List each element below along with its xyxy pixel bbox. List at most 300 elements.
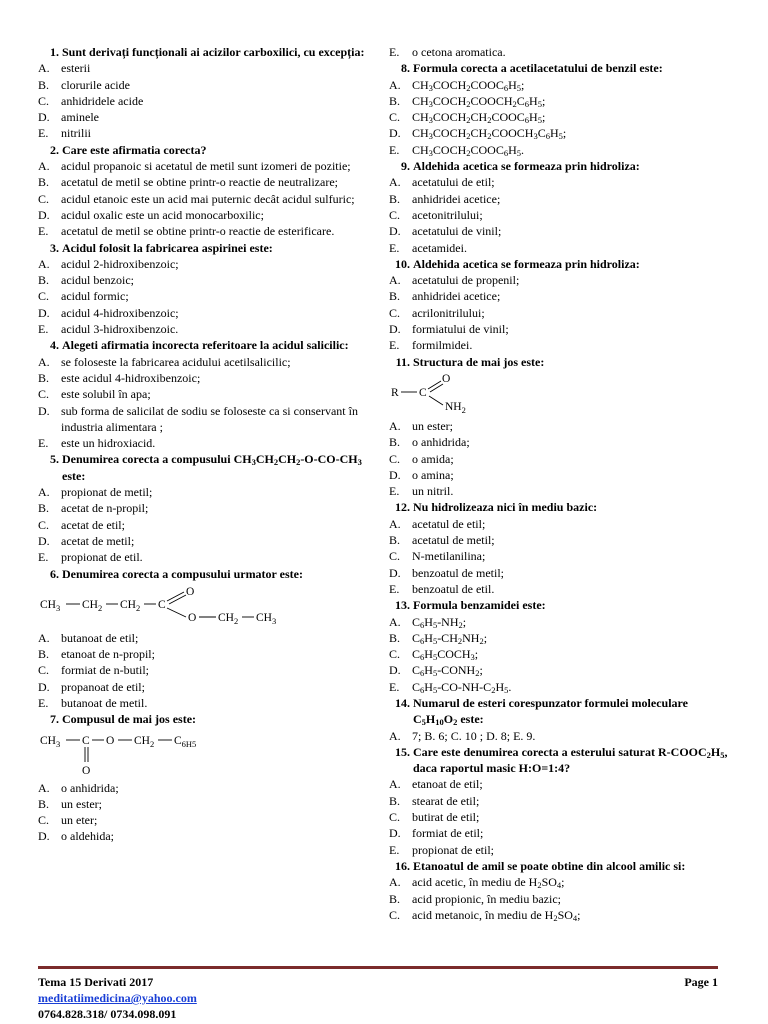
answer-option — [389, 630, 729, 646]
option-text: aminele — [61, 110, 99, 125]
option-text: o anhidrida; — [412, 435, 470, 450]
option-text: acidul 4-hidroxibenzoic; — [61, 305, 179, 320]
answer-option — [38, 435, 368, 451]
bond — [167, 592, 184, 601]
answer-option — [389, 174, 729, 190]
question-block — [389, 499, 729, 597]
option-text: acidul benzoic; — [61, 273, 134, 288]
option-text: $C_6H_5-NH_2$; — [412, 614, 467, 630]
question-block — [38, 451, 368, 565]
question-label: Care este denumirea corecta a esterului saturat $R-COOC_2H_5$, daca raportul masic H:O=1:4? — [413, 744, 728, 776]
atom-ch3: $CH_3$ — [40, 598, 61, 613]
option-text: o amina; — [412, 467, 454, 482]
answer-option — [38, 630, 368, 646]
option-letter: C. — [389, 647, 401, 662]
answer-option — [389, 728, 729, 744]
option-letter: B. — [38, 175, 50, 190]
option-text: formilmidei. — [412, 338, 473, 353]
answer-option — [389, 93, 729, 109]
atom-ch2: $CH_2$ — [134, 734, 155, 749]
answer-option — [389, 809, 729, 825]
question-number: 8. — [401, 61, 410, 76]
option-text: acetatul de metil se obtine printr-o reactie de neutralizare; — [61, 175, 338, 190]
answer-option — [389, 77, 729, 93]
page-number: Page 1 — [684, 975, 718, 989]
atom-o: O — [82, 764, 91, 776]
option-text: acetatul de metil; — [412, 533, 495, 548]
option-letter: A. — [38, 159, 50, 174]
option-text: un nitril. — [412, 484, 454, 499]
question-block — [389, 256, 729, 354]
answer-option — [38, 828, 368, 844]
question-number: 6. — [50, 566, 59, 581]
footer-divider — [38, 966, 718, 969]
option-text: acetatului de etil; — [412, 175, 495, 190]
answer-option — [389, 776, 729, 792]
option-letter: B. — [389, 891, 401, 906]
option-text: este acidul 4-hidroxibenzoic; — [61, 370, 201, 385]
question-text — [389, 256, 729, 272]
answer-option — [38, 484, 368, 500]
option-letter: D. — [389, 126, 401, 141]
option-text: acetamidei. — [412, 240, 467, 255]
answer-option — [389, 646, 729, 662]
question-label: Nu hidrolizeaza nici în mediu bazic: — [413, 500, 598, 515]
option-letter: D. — [389, 322, 401, 337]
structure-ester — [38, 730, 368, 776]
question-block — [389, 354, 729, 500]
atom-c: C — [158, 598, 166, 611]
question-block — [38, 44, 368, 142]
option-letter: A. — [389, 875, 401, 890]
answer-option — [389, 44, 729, 60]
option-letter: E. — [38, 322, 49, 337]
option-text: o anhidrida; — [61, 780, 119, 795]
option-text: etanoat de n-propil; — [61, 647, 155, 662]
option-text: acidul oxalic este un acid monocarboxilic; — [61, 207, 264, 222]
option-text: benzoatul de etil. — [412, 581, 495, 596]
option-letter: B. — [389, 533, 401, 548]
question-label: Numarul de esteri corespunzator formulei moleculare $C_5H_{10}O_2$ este: — [413, 695, 688, 728]
question-number: 12. — [395, 500, 410, 515]
footer-title-row — [38, 975, 718, 990]
answer-option — [389, 451, 729, 467]
option-text: formiatului de vinil; — [412, 322, 509, 337]
option-text: formiat de etil; — [412, 826, 484, 841]
structure-butanoate — [38, 584, 368, 626]
option-text: N-metilanilina; — [412, 549, 486, 564]
question-block — [38, 240, 368, 338]
answer-option — [389, 321, 729, 337]
answer-option — [389, 516, 729, 532]
answer-option — [389, 679, 729, 695]
footer-phones: 0764.828.318/ 0734.098.091 — [38, 1007, 177, 1021]
answer-option — [38, 500, 368, 516]
option-letter: D. — [38, 679, 50, 694]
answer-option — [38, 256, 368, 272]
answer-option — [389, 434, 729, 450]
question-block — [389, 695, 729, 744]
option-letter: E. — [389, 679, 400, 694]
option-letter: A. — [389, 614, 401, 629]
answer-option — [38, 662, 368, 678]
question-label: Etanoatul de amil se poate obtine din alcool amilic si: — [413, 858, 686, 873]
bond — [430, 384, 443, 392]
option-text: 7; B. 6; C. 10 ; D. 8; E. 9. — [412, 728, 536, 743]
atom-r: R — [391, 386, 399, 399]
option-letter: E. — [389, 240, 400, 255]
option-letter: C. — [389, 549, 401, 564]
answer-option — [38, 191, 368, 207]
question-number: 5. — [50, 452, 59, 467]
option-text: se foloseste la fabricarea acidului acetilsalicilic; — [61, 354, 291, 369]
answer-option — [38, 695, 368, 711]
answer-option — [38, 207, 368, 223]
answer-option — [389, 191, 729, 207]
option-text: $C_6H_5-CO-NH-C_2H_5$. — [412, 679, 512, 695]
option-text: $C_6H_5-CONH_2$; — [412, 663, 483, 679]
answer-option — [38, 386, 368, 402]
question-block — [38, 566, 368, 712]
option-text: butirat de etil; — [412, 810, 480, 825]
answer-option — [389, 793, 729, 809]
answer-option — [38, 354, 368, 370]
option-letter: D. — [389, 565, 401, 580]
option-letter: D. — [389, 826, 401, 841]
option-text: esterii — [61, 61, 91, 76]
option-letter: C. — [38, 289, 50, 304]
question-text — [38, 142, 368, 158]
option-text: anhidridei acetice; — [412, 289, 501, 304]
option-text: benzoatul de metil; — [412, 565, 504, 580]
option-text: $C_6H_5COCH_3$; — [412, 647, 479, 663]
option-text: $CH_3COCH_2COOC_6H_5$. — [412, 142, 525, 158]
option-text: $CH_3COCH_2COOC_6H_5$; — [412, 77, 525, 93]
option-text: o cetona aromatica. — [412, 45, 506, 59]
option-text: este solubil în apa; — [61, 387, 151, 402]
answer-option — [389, 662, 729, 678]
question-label: Formula corecta a acetilacetatului de benzil este: — [413, 61, 663, 76]
option-text: formiat de n-butil; — [61, 663, 149, 678]
option-text: clorurile acide — [61, 77, 130, 92]
atom-ch3: $CH_3$ — [256, 611, 277, 626]
atom-c6h5: $C_{6H5}$ — [174, 734, 197, 749]
atom-o: O — [442, 372, 451, 385]
answer-option — [389, 305, 729, 321]
option-letter: D. — [38, 207, 50, 222]
option-letter: E. — [38, 695, 49, 710]
option-text: acetonitrilului; — [412, 207, 483, 222]
answer-option — [38, 125, 368, 141]
option-text: o amida; — [412, 451, 454, 466]
option-letter: C. — [38, 93, 50, 108]
option-text: este un hidroxiacid. — [61, 436, 156, 451]
answer-option — [389, 109, 729, 125]
option-letter: C. — [389, 110, 401, 125]
answer-option — [38, 158, 368, 174]
question-number: 15. — [395, 744, 410, 759]
option-letter: A. — [389, 516, 401, 531]
answer-option — [38, 60, 368, 76]
atom-c: C — [82, 734, 90, 747]
structure-amide — [389, 372, 729, 414]
option-letter: D. — [38, 829, 50, 844]
question-text — [389, 158, 729, 174]
question-block — [389, 858, 729, 923]
option-text: acetat de etil; — [61, 517, 125, 532]
option-letter: C. — [389, 305, 401, 320]
answer-option — [389, 891, 729, 907]
option-text: butanoat de metil. — [61, 695, 148, 710]
option-letter: E. — [389, 45, 400, 59]
option-letter: C. — [389, 207, 401, 222]
option-letter: D. — [38, 110, 50, 125]
option-text: $CH_3COCH_2CH_2COOCH_3C_6H_5$; — [412, 126, 567, 142]
question-text — [389, 744, 729, 777]
answer-option — [389, 337, 729, 353]
bond — [428, 381, 441, 389]
option-text: acetatului de propenil; — [412, 273, 520, 288]
option-letter: A. — [389, 175, 401, 190]
option-letter: A. — [389, 777, 401, 792]
answer-option — [389, 288, 729, 304]
question-text — [38, 44, 368, 60]
option-letter: B. — [389, 93, 401, 108]
question-label: Alegeti afirmatia incorecta referitoare la acidul salicilic: — [62, 338, 349, 353]
option-text: un ester; — [61, 796, 102, 811]
answer-option — [389, 907, 729, 923]
option-text: acetat de metil; — [61, 533, 135, 548]
option-letter: B. — [38, 647, 50, 662]
answer-option — [38, 272, 368, 288]
question-label: Compusul de mai jos este: — [62, 712, 197, 727]
option-letter: A. — [38, 630, 50, 645]
question-block — [38, 711, 368, 844]
answer-option — [389, 483, 729, 499]
left-column — [38, 44, 368, 845]
atom-ch2: $CH_2$ — [82, 598, 103, 613]
question-number: 16. — [395, 858, 410, 873]
answer-option — [389, 581, 729, 597]
bond — [429, 396, 443, 405]
atom-o: O — [188, 611, 197, 624]
answer-option — [389, 418, 729, 434]
option-text: acidul 3-hidroxibenzoic. — [61, 322, 179, 337]
question-number: 3. — [50, 240, 59, 255]
option-letter: B. — [38, 370, 50, 385]
option-letter: E. — [389, 581, 400, 596]
question-number: 14. — [395, 695, 410, 710]
atom-ch2: $CH_2$ — [218, 611, 239, 626]
footer-email-link[interactable]: meditatiimedicina@yahoo.com — [38, 991, 197, 1005]
option-text: acetat de n-propil; — [61, 501, 149, 516]
option-text: acrilonitrilului; — [412, 305, 485, 320]
option-letter: A. — [38, 354, 50, 369]
answer-option — [389, 874, 729, 890]
option-letter: C. — [38, 387, 50, 402]
answer-option — [389, 614, 729, 630]
option-letter: B. — [389, 435, 401, 450]
question-number: 13. — [395, 598, 410, 613]
option-letter: E. — [389, 484, 400, 499]
question-label: Structura de mai jos este: — [413, 354, 545, 369]
question-block — [389, 60, 729, 158]
atom-ch2: $CH_2$ — [120, 598, 141, 613]
answer-option — [38, 305, 368, 321]
option-letter: C. — [389, 810, 401, 825]
option-text: $C_6H_5-CH_2NH_2$; — [412, 630, 488, 646]
option-text: butanoat de etil; — [61, 630, 139, 645]
question-number: 10. — [395, 256, 410, 271]
question-number: 11. — [395, 354, 410, 369]
footer-title: Tema 15 Derivati 2017 — [38, 975, 154, 989]
question-text — [38, 337, 368, 353]
answer-option — [38, 288, 368, 304]
option-letter: B. — [389, 191, 401, 206]
option-text: stearat de etil; — [412, 793, 480, 808]
option-letter: E. — [389, 338, 400, 353]
answer-option — [38, 174, 368, 190]
answer-option — [389, 467, 729, 483]
option-letter: D. — [389, 467, 401, 482]
question-text — [389, 354, 729, 370]
question-number: 1. — [50, 45, 59, 59]
option-letter: B. — [38, 77, 50, 92]
atom-o: O — [186, 585, 195, 598]
option-letter: E. — [38, 224, 49, 239]
question-number: 7. — [50, 712, 59, 727]
option-letter: B. — [38, 501, 50, 516]
answer-option — [389, 272, 729, 288]
answer-option — [389, 532, 729, 548]
option-text: sub forma de salicilat de sodiu se foloseste ca si conservant în industria alimentara ; — [61, 403, 358, 434]
option-letter: C. — [38, 517, 50, 532]
answer-option — [38, 812, 368, 828]
option-text: etanoat de etil; — [412, 777, 483, 792]
option-text: acidul etanoic este un acid mai puternic decât acidul sulfuric; — [61, 191, 355, 206]
question-text — [38, 711, 368, 727]
question-label: Sunt derivați funcționali ai acizilor carboxilici, cu excepția: — [62, 45, 365, 59]
option-letter: C. — [38, 813, 50, 828]
option-text: propionat de etil. — [61, 550, 143, 565]
answer-option — [38, 780, 368, 796]
answer-option — [389, 142, 729, 158]
option-letter: B. — [389, 289, 401, 304]
option-text: acid acetic, în mediu de $H_2SO_4$; — [412, 875, 565, 891]
option-letter: A. — [389, 77, 401, 92]
question-text — [389, 695, 729, 728]
answer-option — [38, 517, 368, 533]
question-label: Aldehida acetica se formeaza prin hidroliza: — [413, 159, 640, 174]
answer-option — [389, 825, 729, 841]
answer-option — [38, 109, 368, 125]
question-number: 2. — [50, 142, 59, 157]
question-block — [389, 158, 729, 256]
option-letter: D. — [38, 403, 50, 418]
question-text — [38, 566, 368, 582]
answer-option — [389, 223, 729, 239]
option-text: propionat de metil; — [61, 485, 153, 500]
option-letter: E. — [38, 126, 49, 141]
option-letter: E. — [38, 550, 49, 565]
answer-option — [389, 207, 729, 223]
option-letter: C. — [389, 451, 401, 466]
option-letter: D. — [38, 533, 50, 548]
question-label: Denumirea corecta a compusului $CH_3CH_2CH_2-O-CO-CH_3$ este: — [62, 452, 362, 483]
answer-option — [38, 796, 368, 812]
answer-option — [38, 403, 368, 436]
option-letter: E. — [38, 436, 49, 451]
question-block — [38, 142, 368, 240]
option-text: acetatul de metil se obtine printr-o reactie de esterificare. — [61, 224, 335, 239]
option-text: acidul 2-hidroxibenzoic; — [61, 256, 179, 271]
question-label: Care este afirmatia corecta? — [62, 142, 207, 157]
option-text: propionat de etil; — [412, 842, 494, 857]
option-letter: D. — [389, 663, 401, 678]
atom-c: C — [419, 386, 427, 399]
option-letter: A. — [389, 418, 401, 433]
option-letter: B. — [389, 630, 401, 645]
question-label: Formula benzamidei este: — [413, 598, 546, 613]
option-text: o aldehida; — [61, 829, 114, 844]
option-text: nitrilii — [61, 126, 91, 141]
option-text: propanoat de etil; — [61, 679, 145, 694]
option-letter: A. — [389, 273, 401, 288]
option-letter: C. — [389, 907, 401, 922]
answer-option — [38, 370, 368, 386]
option-letter: A. — [38, 485, 50, 500]
option-letter: B. — [389, 793, 401, 808]
option-text: acetatului de vinil; — [412, 224, 502, 239]
right-column — [389, 44, 729, 923]
question-text — [38, 451, 368, 484]
option-letter: A. — [389, 728, 401, 743]
atom-ch3: $CH_3$ — [40, 734, 61, 749]
option-letter: B. — [38, 796, 50, 811]
option-letter: E. — [389, 142, 400, 157]
bond — [167, 608, 186, 617]
option-text: acidul propanoic si acetatul de metil sunt izomeri de pozitie; — [61, 159, 351, 174]
option-text: un eter; — [61, 813, 98, 828]
answer-option — [389, 240, 729, 256]
option-text: $CH_3COCH_2CH_2COOC_6H_5$; — [412, 110, 546, 126]
atom-nh2: $NH_2$ — [445, 400, 466, 414]
question-text — [389, 60, 729, 76]
answer-option — [38, 533, 368, 549]
answer-option — [38, 679, 368, 695]
answer-option — [38, 321, 368, 337]
answer-option — [38, 223, 368, 239]
question-text — [38, 240, 368, 256]
question-label: Aldehida acetica se formeaza prin hidroliza: — [413, 256, 640, 271]
option-text: acidul formic; — [61, 289, 129, 304]
question-text — [389, 597, 729, 613]
question-label: Acidul folosit la fabricarea aspirinei este: — [62, 240, 273, 255]
answer-option — [389, 842, 729, 858]
question-text — [389, 858, 729, 874]
option-letter: A. — [38, 780, 50, 795]
option-text: $CH_3COCH_2COOCH_2C_6H_5$; — [412, 93, 546, 109]
answer-option — [38, 77, 368, 93]
answer-option — [389, 125, 729, 141]
option-letter: E. — [389, 842, 400, 857]
option-letter: C. — [38, 191, 50, 206]
option-text: anhidridei acetice; — [412, 191, 501, 206]
question-number: 4. — [50, 338, 59, 353]
option-letter: A. — [38, 61, 50, 76]
option-letter: C. — [38, 663, 50, 678]
answer-option — [38, 646, 368, 662]
